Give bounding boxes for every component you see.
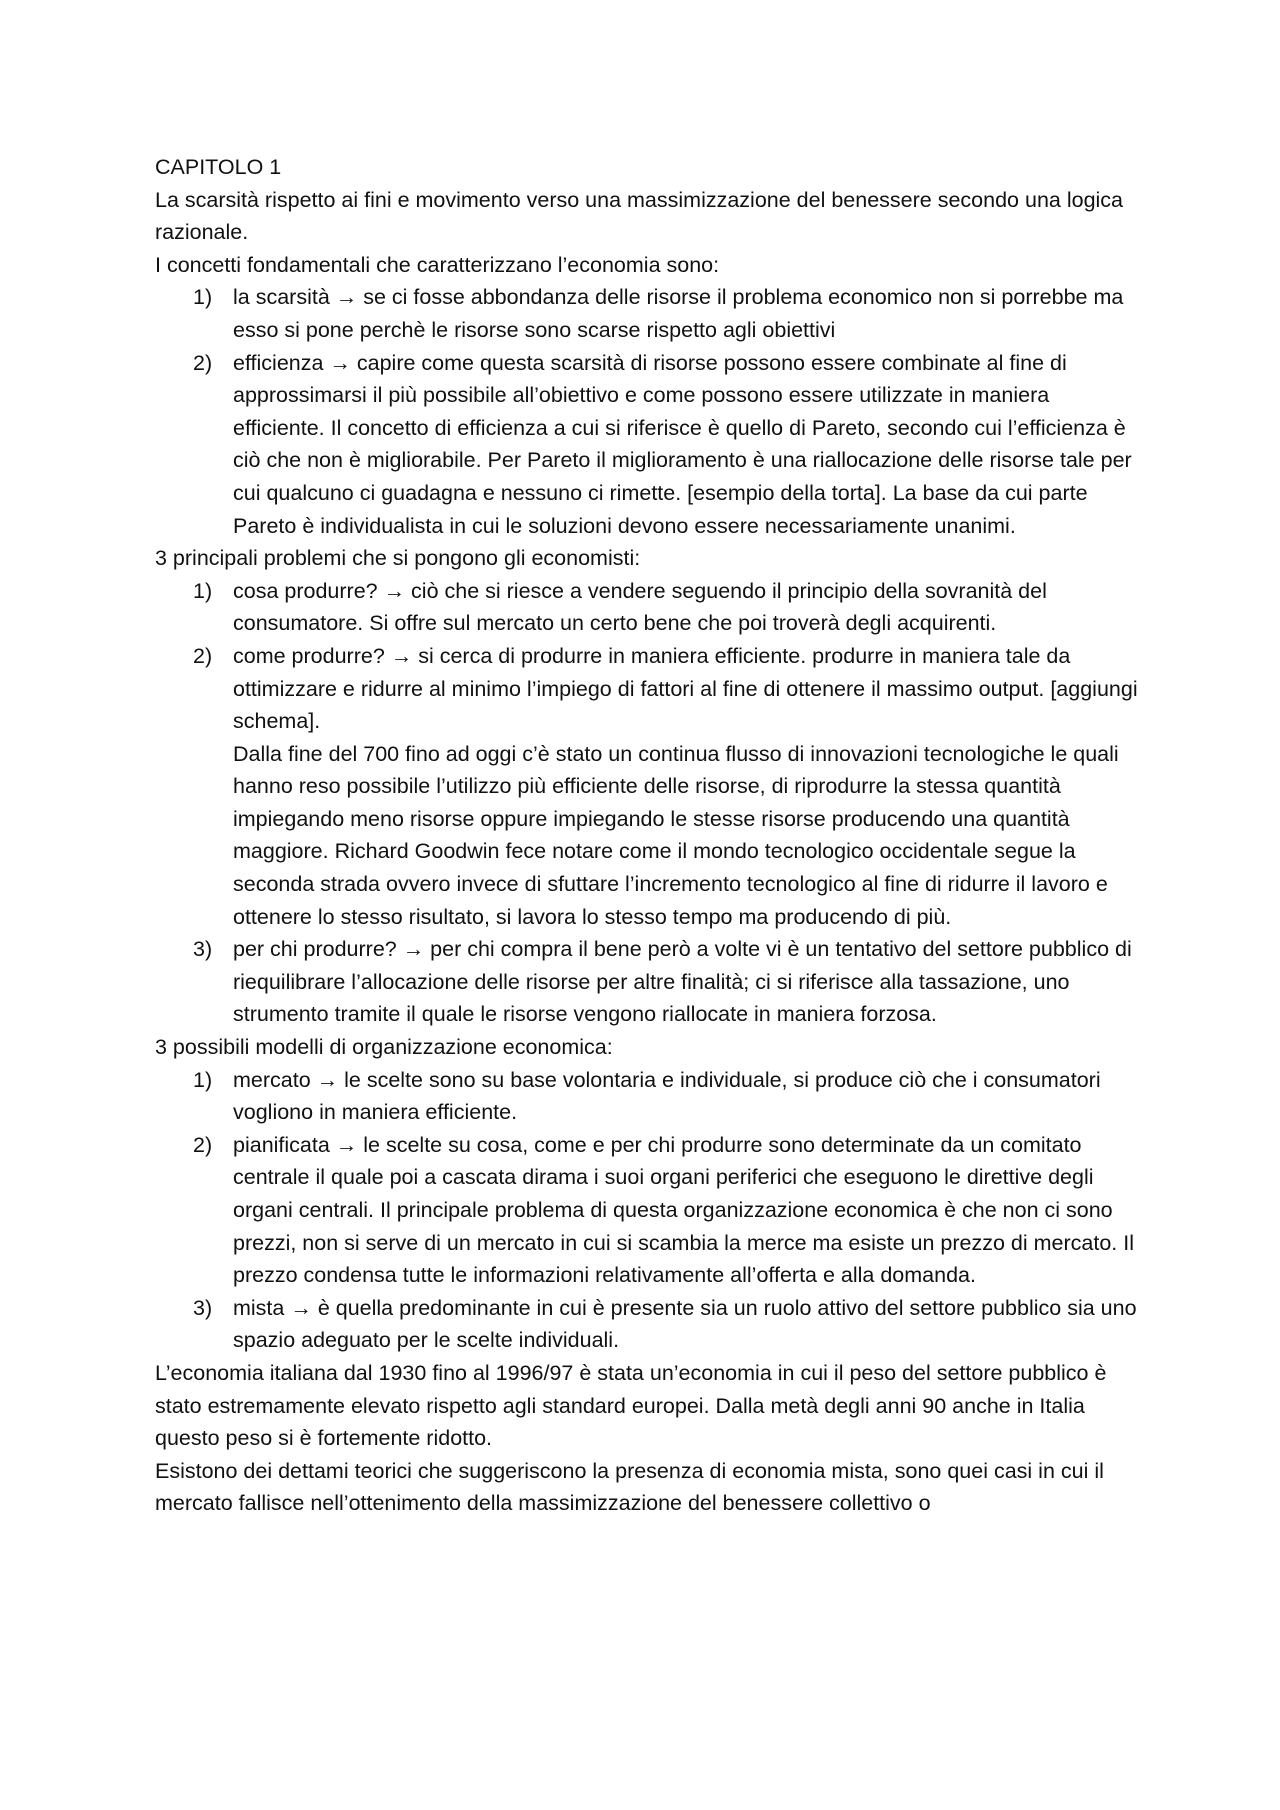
models-list [155,1064,1140,1357]
list-item [155,1292,1140,1357]
document-page [155,151,1140,1520]
list-item [155,347,1140,543]
concepts-lead: I concetti fondamentali che caratterizzano l’economia sono: [155,252,720,277]
italy-paragraph: L’economia italiana dal 1930 fino al 1996/97 è stata un’economia in cui il peso del settore pubblico è stato estremamente elevato rispetto agli standard europei. Dalla metà degli anni 90 anche in Italia questo peso si è fortemente ridotto. [155,1360,1107,1451]
list-item-text: cosa produrre? → ciò che si riesce a vendere seguendo il principio della sovranità del consumatore. Si offre sul mercato un certo bene che poi troverà degli acquirenti. [233,578,1047,636]
models-lead: 3 possibili modelli di organizzazione economica: [155,1035,613,1060]
list-item-text: come produrre? → si cerca di produrre in maniera efficiente. produrre in maniera tale da ottimizzare e ridurre al minimo l’impiego di fattori al fine di ottenere il massimo output. [aggiungi schema]. [233,643,1138,734]
intro-paragraph: La scarsità rispetto ai fini e movimento verso una massimizzazione del benessere secondo una logica razionale. [155,187,1124,245]
chapter-heading: CAPITOLO 1 [155,155,282,179]
closing-paragraph: Esistono dei dettami teorici che suggeriscono la presenza di economia mista, sono quei casi in cui il mercato fallisce nell’ottenimento della massimizzazione del benessere collettivo o [155,1458,1104,1516]
list-number: 2) [193,1132,213,1157]
list-item [155,640,1140,933]
list-number: 1) [193,285,213,310]
list-item-text: per chi produrre? → per chi compra il bene però a volte vi è un tentativo del settore pubblico di riequilibrare l’allocazione delle risorse per altre finalità; ci si riferisce alla tassazione, uno strumento tramite il quale le risorse vengono riallocate in maniera forzosa. [233,937,1132,1027]
list-item-text: mista → è quella predominante in cui è presente sia un ruolo attivo del settore pubblico sia uno spazio adeguato per le scelte individuali. [233,1295,1137,1353]
list-item-text: la scarsità → se ci fosse abbondanza delle risorse il problema economico non si porrebbe ma esso si pone perchè le risorse sono scarse rispetto agli obiettivi [233,285,1124,342]
list-item [155,933,1140,1031]
list-item-text: mercato → le scelte sono su base volontaria e individuale, si produce ciò che i consumatori vogliono in maniera efficiente. [233,1067,1101,1125]
list-item [155,1129,1140,1292]
list-number: 2) [193,350,213,375]
list-item-continuation: Dalla fine del 700 fino ad oggi c’è stato un continua flusso di innovazioni tecnologiche le quali hanno reso possibile l’utilizzo più efficiente delle risorse, di riprodurre la stessa quantità impiegando meno risorse oppure impiegando le stesse risorse producendo una quantità maggiore. Richard Goodwin fece notare come il mondo tecnologico occidentale segue la seconda strada ovvero invece di sfuttare l’incremento tecnologico al fine di ridurre il lavoro e ottenere lo stesso risultato, si lavora lo stesso tempo ma producendo di più. [233,741,1119,929]
list-item-text: efficienza → capire come questa scarsità di risorse possono essere combinate al fine di approssimarsi il più possibile all’obiettivo e come possono essere utilizzate in maniera efficiente. Il concetto di efficienza a cui si riferisce è quello di Pareto, secondo cui l’efficienza è ciò che non è migliorabile. Per Pareto il miglioramento è una riallocazione delle risorse tale per cui qualcuno ci guadagna e nessuno ci rimette. [esempio della torta]. La base da cui parte Pareto è individualista in cui le soluzioni devono essere necessariamente unanimi. [233,350,1132,538]
problems-list [155,575,1140,1031]
list-number: 2) [193,643,213,668]
problems-lead: 3 principali problemi che si pongono gli economisti: [155,546,641,571]
list-item [155,281,1140,346]
list-number: 1) [193,578,213,603]
list-item [155,1064,1140,1129]
list-item [155,575,1140,640]
list-number: 3) [193,937,213,962]
list-number: 3) [193,1295,213,1320]
list-item-text: pianificata → le scelte su cosa, come e per chi produrre sono determinate da un comitato centrale il quale poi a cascata dirama i suoi organi periferici che eseguono le direttive degli organi centrali. Il principale problema di questa organizzazione economica è che non ci sono prezzi, non si serve di un mercato in cui si scambia la merce ma esiste un prezzo di mercato. Il prezzo condensa tutte le informazioni relativamente all’offerta e alla domanda. [233,1132,1134,1288]
concepts-list [155,281,1140,542]
list-number: 1) [193,1067,213,1092]
